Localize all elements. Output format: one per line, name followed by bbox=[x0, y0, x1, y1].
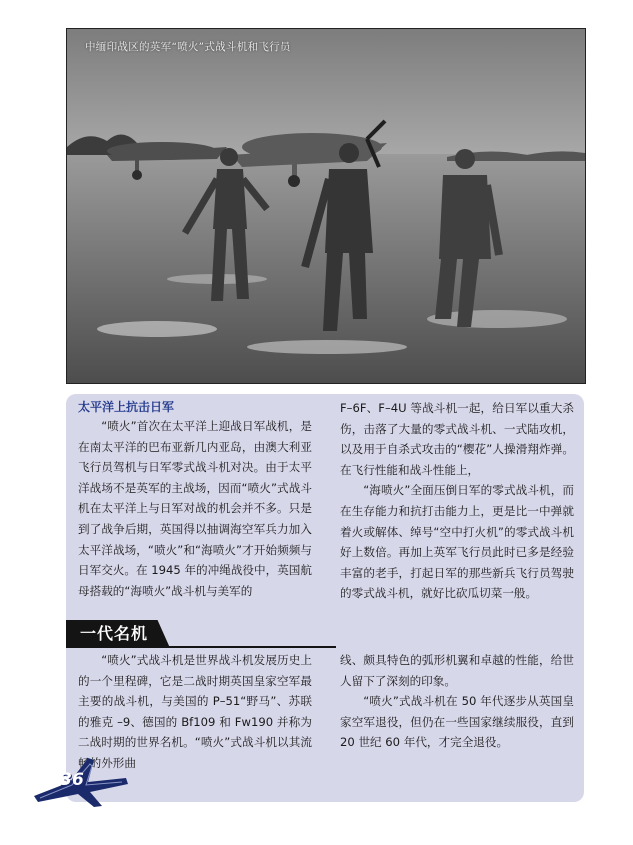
paragraph: “喷火”首次在太平洋上迎战日军战机，是在南太平洋的巴布亚新几内亚岛，由澳大利亚飞行员驾机与日军零式战斗机对决。由于太平洋战场不是英军的主战场，因而“喷火”式战斗机在太平洋上与日军对战的机会并不多。只是到了战争后期，英国得以抽调海空军兵力加入太平洋战场，“喷火”和“海喷火”才开始频频与日军交火。在 1945 年的冲绳战役中，英国航母搭载的“海喷火”战斗机与美军的 bbox=[78, 419, 312, 598]
paragraph-continued: 线、颇具特色的弧形机翼和卓越的性能，给世人留下了深刻的印象。 bbox=[340, 653, 574, 688]
heading-underline bbox=[66, 646, 336, 648]
paragraph: “喷火”式战斗机是世界战斗机发展历史上的一个里程碑，它是二战时期英国皇家空军最主要的战斗机，与美国的 P–51“野马”、苏联的雅克 –9、德国的 Bf109 和 Fw190 并称为二战时期的世界名机。“喷火”式战斗机以其流畅的外形曲 bbox=[78, 653, 312, 770]
section-heading-pacific: 太平洋上抗击日军 bbox=[78, 400, 175, 414]
photo-caption: 中缅印战区的英军“喷火”式战斗机和飞行员 bbox=[85, 41, 291, 53]
paragraph: “喷火”式战斗机在 50 年代逐步从英国皇家空军退役，但仍在一些国家继续服役，直到 20 世纪 60 年代，才完全退役。 bbox=[340, 694, 574, 750]
section1-left-column bbox=[78, 398, 312, 601]
photo-spitfire-pilots bbox=[66, 28, 586, 384]
section1-right-column bbox=[340, 398, 574, 604]
section2-right-column bbox=[340, 650, 574, 753]
paragraph: “海喷火”全面压倒日军的零式战斗机，而在生存能力和抗打击能力上，更是比一中弹就着火或解体、绰号“空中打火机”的零式战斗机好上数倍。再加上英军飞行员此时已多是经验丰富的老手，打起日军的那些新兵飞行员驾驶的零式战斗机，就好比砍瓜切菜一般。 bbox=[340, 483, 574, 601]
paragraph-continued: F–6F、F–4U 等战斗机一起，给日军以重大杀伤，击落了大量的零式战斗机、一式陆攻机，以及用于自杀式攻击的“樱花”人操滑翔炸弹。在飞行性能和战斗性能上， bbox=[340, 401, 574, 477]
photo-illustration bbox=[67, 29, 585, 383]
section-heading-famous-aircraft: 一代名机 bbox=[80, 624, 149, 643]
page-number: 36 bbox=[60, 770, 84, 790]
